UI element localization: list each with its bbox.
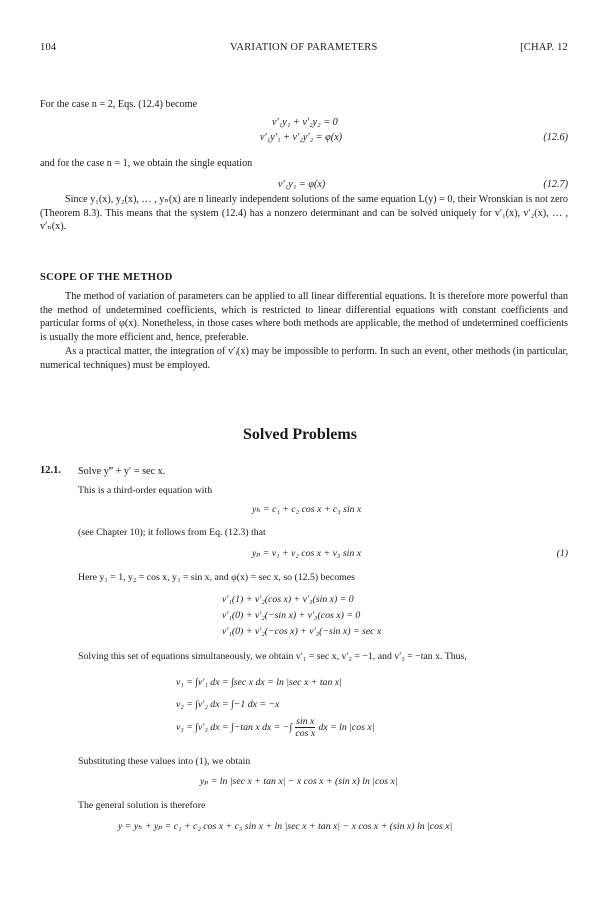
integral-v1: v₁ = ∫v′₁ dx = ∫sec x dx = ln |sec x + tan x| xyxy=(176,677,342,688)
fraction-denominator: cos x xyxy=(295,728,316,739)
equation-12-6-line1: v′₁y₁ + v′₂y₂ = 0 xyxy=(272,117,338,128)
wronskian-paragraph: Since y₁(x), y₂(x), … , yₙ(x) are n linearly independent solutions of the same equation L(y) = 0, their Wronskian is not zero (Theorem 8.3). This means that the system (12.4) has a nonzero determinant and can be solved uniquely for v′₁(x), v′₂(x), … , v′ₙ(x). xyxy=(40,194,568,233)
see-chapter-text: (see Chapter 10); it follows from Eq. (12.3) that xyxy=(78,527,266,538)
solving-text: Solving this set of equations simultaneously, we obtain v′₁ = sec x, v′₂ = −1, and v′₃ = −tan x. Thus, xyxy=(78,651,467,662)
section-title-scope: SCOPE OF THE METHOD xyxy=(40,272,173,283)
system-line-2: v′₁(0) + v′₂(−sin x) + v′₃(cos x) = 0 xyxy=(222,610,361,621)
scope-paragraph-1: The method of variation of parameters can be applied to all linear differential equations. It is therefore more powerful than the method of undetermined coefficients, which is restricted to linear differential equations with constant coefficients and particular forms of φ(x). Nonetheless, in those cases where both methods are applicable, the method of undetermined coefficients is usually the more efficient and, hence, preferable. xyxy=(40,291,568,343)
integral-v3-rhs: dx = ln |cos x| xyxy=(318,722,375,733)
equation-12-7: v′₁y₁ = φ(x) xyxy=(278,179,326,190)
problem-statement: Solve y‴ + y′ = sec x. xyxy=(78,466,166,477)
case-n1-text: and for the case n = 1, we obtain the single equation xyxy=(40,158,253,169)
equation-12-6-line2: v′₁y′₁ + v′₂y′₂ = φ(x) xyxy=(260,132,343,143)
equation-yp-final: yₚ = ln |sec x + tan x| − x cos x + (sin x) ln |cos x| xyxy=(200,776,398,787)
general-solution-text: The general solution is therefore xyxy=(78,800,206,811)
problem-number: 12.1. xyxy=(40,465,61,476)
fraction-numerator: sin x xyxy=(296,716,315,727)
here-text: Here y₁ = 1, y₂ = cos x, y₃ = sin x, and φ(x) = sec x, so (12.5) becomes xyxy=(78,572,355,583)
system-line-3: v′₁(0) + v′₂(−cos x) + v′₃(−sin x) = sec x xyxy=(222,626,382,637)
substituting-text: Substituting these values into (1), we obtain xyxy=(78,756,251,767)
integral-v3 xyxy=(176,716,374,739)
running-title: VARIATION OF PARAMETERS xyxy=(230,42,378,53)
equation-yp: yₚ = v₁ + v₂ cos x + v₃ sin x xyxy=(252,548,362,559)
page-number: 104 xyxy=(40,42,57,53)
equation-1-label: (1) xyxy=(556,548,568,559)
equation-12-6-label: (12.6) xyxy=(543,132,568,143)
integral-v3-fraction xyxy=(295,716,315,739)
third-order-text: This is a third-order equation with xyxy=(78,485,213,496)
solved-problems-heading: Solved Problems xyxy=(243,426,357,443)
integral-v2: v₂ = ∫v′₂ dx = ∫−1 dx = −x xyxy=(176,699,280,710)
case-n2-text: For the case n = 2, Eqs. (12.4) become xyxy=(40,99,198,110)
chapter-label: [CHAP. 12 xyxy=(520,42,568,53)
equation-12-7-label: (12.7) xyxy=(543,179,568,190)
equation-general-solution: y = yₕ + yₚ = c₁ + c₂ cos x + c₃ sin x + ln |sec x + tan x| − x cos x + (sin x) ln |cos x| xyxy=(118,821,453,832)
integral-v3-lhs: v₃ = ∫v′₃ dx = ∫−tan x dx = −∫ xyxy=(176,722,293,733)
equation-yh: yₕ = c₁ + c₂ cos x + c₃ sin x xyxy=(252,504,362,515)
scope-paragraph-2: As a practical matter, the integration of v′ᵢ(x) may be impossible to perform. In such an event, other methods (in particular, numerical techniques) must be employed. xyxy=(40,346,568,371)
system-line-1: v′₁(1) + v′₂(cos x) + v′₃(sin x) = 0 xyxy=(222,594,354,605)
